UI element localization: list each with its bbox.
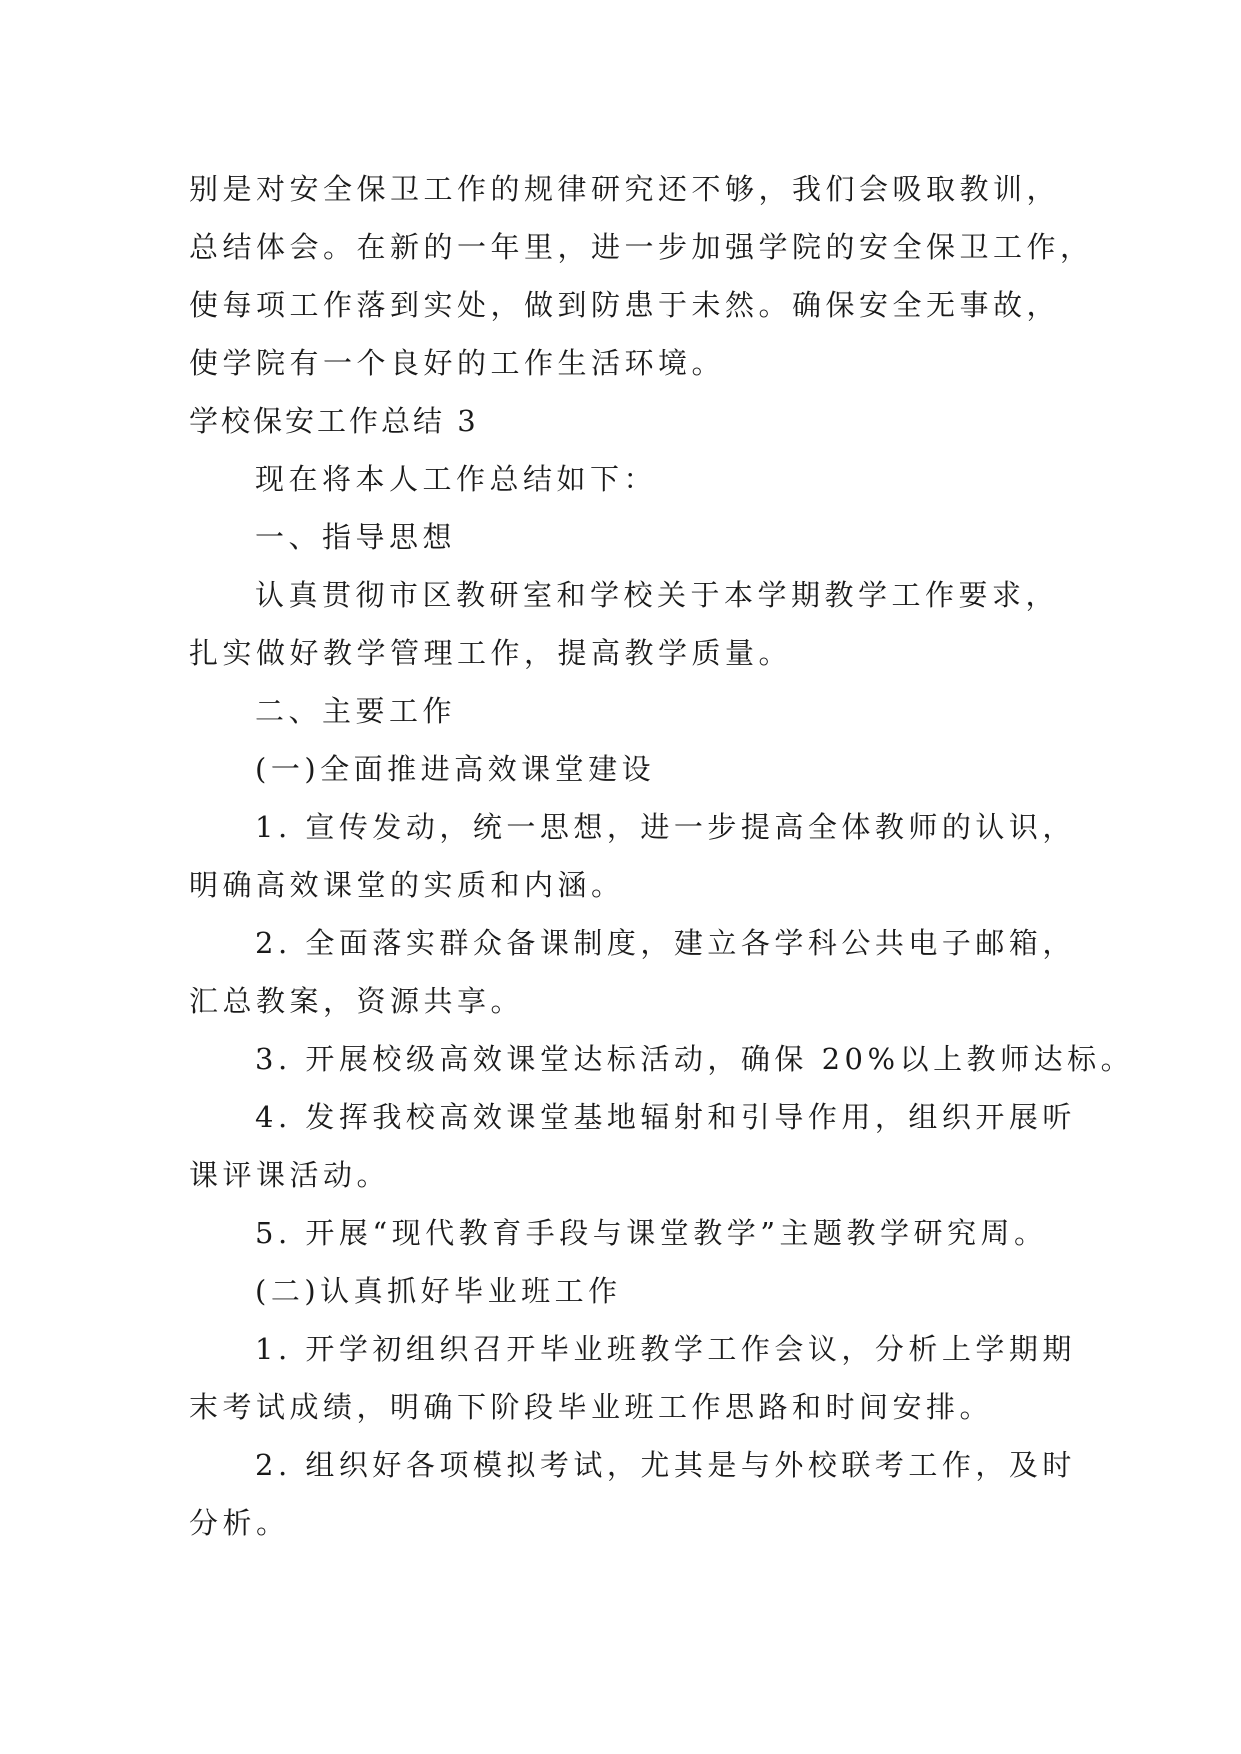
list-item: 4. 发挥我校高效课堂基地辐射和引导作用，组织开展听: [255, 1100, 1076, 1134]
section-heading: 二、主要工作: [255, 694, 457, 728]
text-line: 汇总教案，资源共享。: [189, 984, 525, 1018]
section-title: 学校保安工作总结 3: [189, 404, 479, 438]
text-line: 总结体会。在新的一年里，进一步加强学院的安全保卫工作，: [189, 230, 1094, 264]
text-line: 末考试成绩，明确下阶段毕业班工作思路和时间安排。: [189, 1390, 994, 1424]
list-item: 2. 组织好各项模拟考试，尤其是与外校联考工作，及时: [255, 1448, 1076, 1482]
subsection-heading: (二)认真抓好毕业班工作: [255, 1274, 622, 1308]
list-item: 2. 全面落实群众备课制度，建立各学科公共电子邮箱，: [255, 926, 1076, 960]
subsection-heading: (一)全面推进高效课堂建设: [255, 752, 656, 786]
text-line: 分析。: [189, 1506, 290, 1540]
text-line: 认真贯彻市区教研室和学校关于本学期教学工作要求，: [255, 578, 1060, 612]
list-item: 1. 宣传发动，统一思想，进一步提高全体教师的认识，: [255, 810, 1076, 844]
document-body: [189, 160, 1135, 1552]
list-item: 3. 开展校级高效课堂达标活动，确保 20%以上教师达标。: [255, 1042, 1135, 1076]
section-heading: 一、指导思想: [255, 520, 457, 554]
text-line: 扎实做好教学管理工作，提高教学质量。: [189, 636, 793, 670]
text-line: 别是对安全保卫工作的规律研究还不够，我们会吸取教训，: [189, 172, 1061, 206]
list-item: 1. 开学初组织召开毕业班教学工作会议，分析上学期期: [255, 1332, 1076, 1366]
text-line: 使学院有一个良好的工作生活环境。: [189, 346, 726, 380]
text-line: 使每项工作落到实处，做到防患于未然。确保安全无事故，: [189, 288, 1061, 322]
text-line: 明确高效课堂的实质和内涵。: [189, 868, 625, 902]
list-item: 5. 开展“现代教育手段与课堂教学”主题教学研究周。: [255, 1216, 1048, 1250]
text-line: 现在将本人工作总结如下：: [255, 462, 658, 496]
text-line: 课评课活动。: [189, 1158, 391, 1192]
